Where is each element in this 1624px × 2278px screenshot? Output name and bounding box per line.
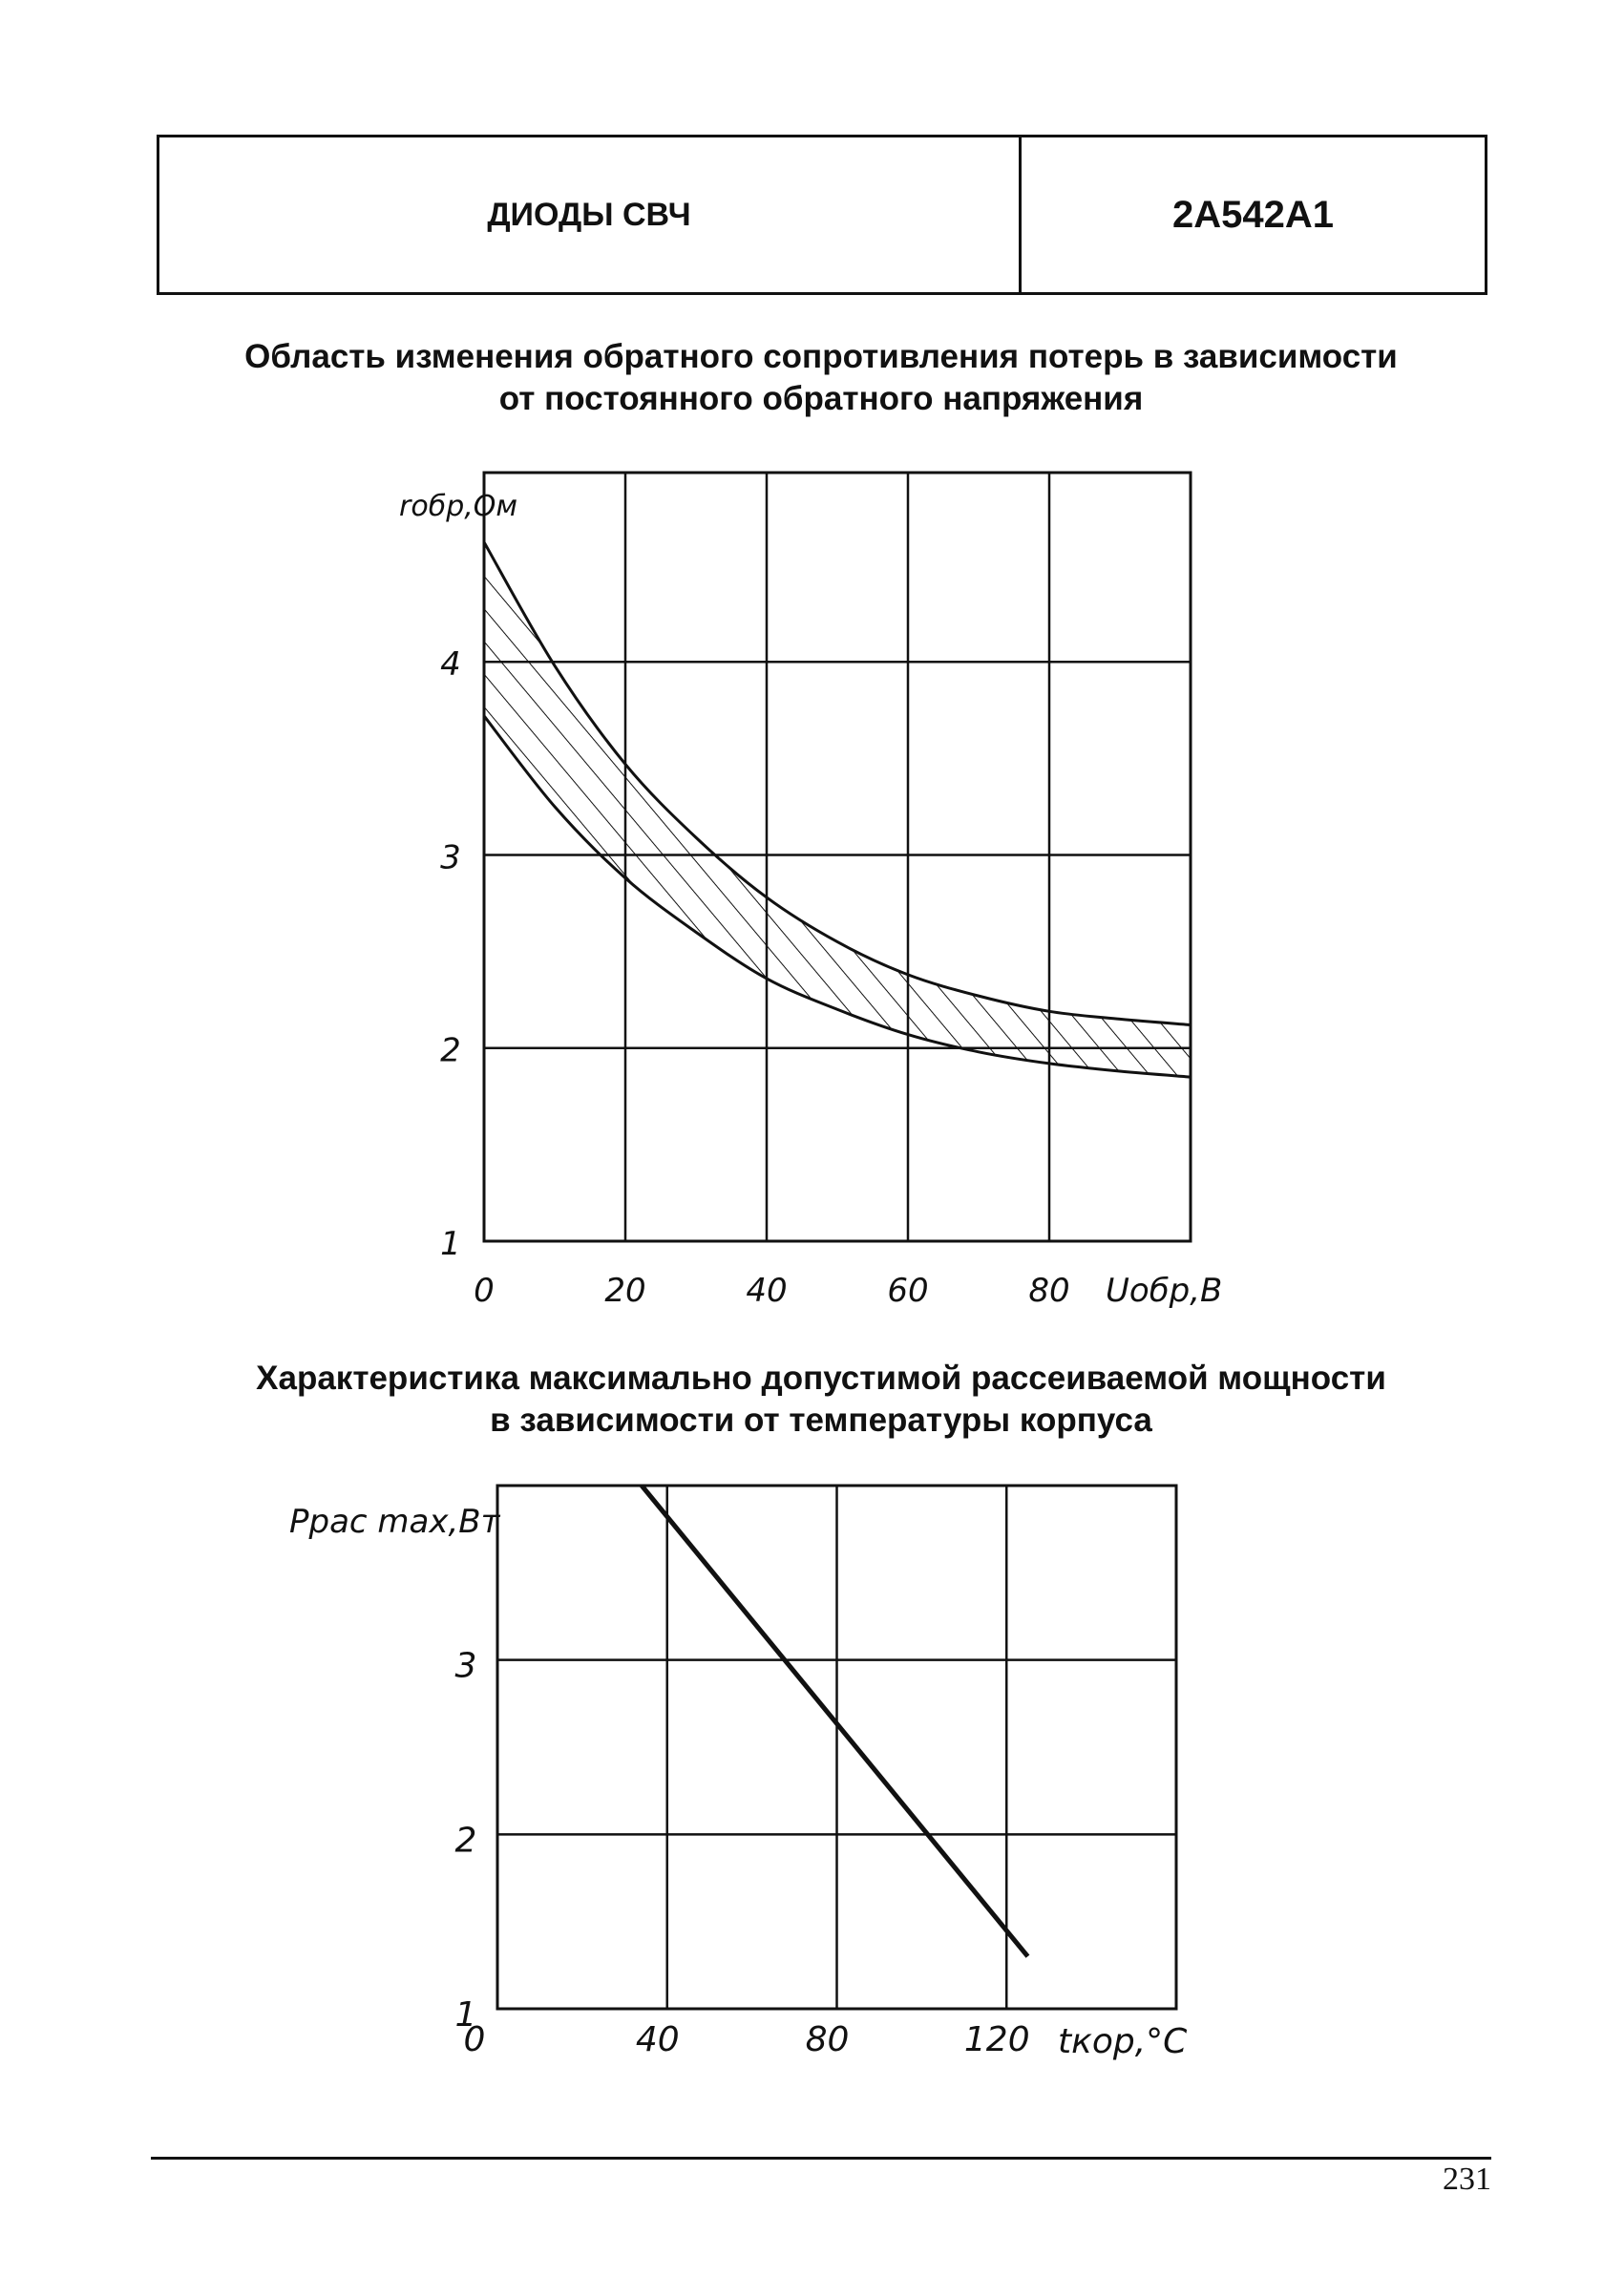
chart1-title-line1: Область изменения обратного сопротивления потерь в зависимости <box>244 338 1398 375</box>
chart1-y-tick-label: 2 <box>440 1031 461 1070</box>
chart2-x-tick-label: 0 <box>463 2020 486 2059</box>
chart1-x-tick-label: 20 <box>604 1272 646 1310</box>
chart2-title-line2: в зависимости от температуры корпуса <box>490 1402 1152 1439</box>
chart2-y-axis-label: Pрас max,Вт <box>289 1503 500 1541</box>
chart2-x-tick-label: 40 <box>635 2020 680 2059</box>
chart2-power-line <box>642 1486 1027 1956</box>
chart2-x-tick-label: 80 <box>805 2020 850 2059</box>
chart2-title-line1: Характеристика максимально допустимой рассеиваемой мощности <box>256 1360 1386 1397</box>
chart1-y-tick-label: 3 <box>440 838 461 877</box>
chart1-x-tick-label: 0 <box>474 1272 495 1310</box>
chart1-y-axis-label: rобр,Ом <box>399 490 518 523</box>
chart2-y-tick-label: 2 <box>454 1821 477 1861</box>
chart1-x-tick-label: 80 <box>1028 1272 1070 1310</box>
chart2-x-axis-label: tкор,°C <box>1058 2022 1188 2061</box>
chart1-title-line2: от постоянного обратного напряжения <box>498 380 1144 417</box>
chart1-x-axis-label: Uобр,В <box>1106 1272 1223 1310</box>
chart1-y-tick-label: 4 <box>440 645 461 685</box>
chart2-y-tick-label: 3 <box>454 1646 477 1686</box>
chart1-x-tick-label: 60 <box>887 1272 929 1310</box>
chart1-band-area <box>484 542 1191 1077</box>
chart2 <box>289 1486 1188 2061</box>
chart2-x-tick-label: 120 <box>963 2020 1030 2059</box>
chart1 <box>399 473 1222 1310</box>
chart1-x-tick-label: 40 <box>746 1272 788 1310</box>
chart2-y-tick-label: 1 <box>454 1995 477 2035</box>
footer-rule <box>151 2157 1491 2160</box>
chart1-frame <box>484 473 1191 1241</box>
header-category: ДИОДЫ СВЧ <box>159 137 1022 292</box>
chart1-y-tick-label: 1 <box>440 1225 461 1263</box>
page-number: 231 <box>1443 2162 1491 2197</box>
header-part-number: 2А542А1 <box>1171 193 1334 236</box>
